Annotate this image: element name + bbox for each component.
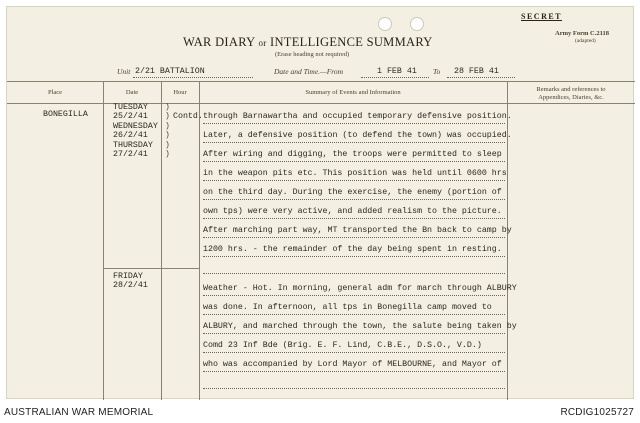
title-or: or [258, 38, 267, 48]
army-form-label: Army Form C.2118 [555, 30, 609, 37]
date-to-label: To [433, 67, 441, 76]
summary-line: through Barnawartha and occupied temporary defensive position. [203, 112, 512, 121]
date-time-label: Date and Time.—From [274, 67, 344, 76]
column-header-remarks: Remarks and references to [536, 86, 606, 93]
date-entry-date: 28/2/41 [113, 281, 148, 290]
date-entry-day: THURSDAY [113, 141, 153, 150]
column-header-hour: Hour [173, 89, 187, 96]
place-entry: BONEGILLA [43, 110, 88, 119]
title-intelligence-summary: INTELLIGENCE SUMMARY [270, 35, 433, 49]
secret-label: SECRET [521, 12, 563, 21]
title-war-diary: WAR DIARY [183, 35, 256, 49]
summary-line: ALBURY, and marched through the town, the salute being taken by [203, 322, 517, 331]
column-header-summary: Summary of Events and Information [305, 89, 401, 96]
summary-line: After marching part way, MT transported the Bn back to camp by [203, 226, 512, 235]
erase-heading-note: (Erase heading not required) [275, 51, 350, 58]
archive-credit: AUSTRALIAN WAR MEMORIAL [4, 407, 154, 418]
date-entry-date: 26/2/41 [113, 131, 148, 140]
punch-hole-right [410, 17, 424, 31]
summary-line: was done. In afternoon, all tps in Bonegilla camp moved to [203, 303, 492, 312]
summary-line: Comd 23 Inf Bde (Brig. E. F. Lind, C.B.E., D.S.O., V.D.) [203, 341, 482, 350]
date-from-value: 1 FEB 41 [377, 67, 417, 76]
summary-line: in the weapon pits etc. This position was held until 0600 hrs [203, 169, 507, 178]
unit-value: 2/21 BATTALION [135, 67, 205, 76]
column-header-date: Date [125, 89, 139, 96]
date-to-value: 28 FEB 41 [454, 67, 499, 76]
hour-entry: Contd. [173, 112, 203, 121]
form-title [183, 35, 433, 50]
column-header-remarks-2: Appendices, Diaries, &c. [538, 94, 604, 101]
summary-line: Later, a defensive position (to defend the town) was occupied. [203, 131, 512, 140]
record-id: RCDIG1025727 [560, 407, 634, 418]
date-entry-date: 27/2/41 [113, 150, 148, 159]
date-entry-date: 25/2/41 [113, 112, 148, 121]
summary-line: After wiring and digging, the troops were permitted to sleep [203, 150, 502, 159]
punch-hole-left [378, 17, 392, 31]
diary-sheet: SECRET Army Form C.2118 (adapted) WAR DIARY or INTELLIGENCE SUMMARY (Erase heading not required) Unit 2/21 BATTALION Date and Time.—From 1 FEB 41 To 28 FEB 41 Place Date Hour Summary of Events and Information Remarks and references to Appendices, Diaries, &c. BONEGILLA TUESDAY 25/2/41 WEDNESDAY 26/2/41 THURSDAY 27/2/41 FRIDAY 28/2/41 ) ) ) ) ) ) Contd. through Barnawartha and occupied temporary defensive position. Later, a defensive position (to defend the town) was occupied. After wiring and digging, the troops were permitted to sleep in the weapon pits etc. This position was held until 0600 hrs on the third day. During the exercise, the enemy (portion of own tps) were very active, and added realism to the picture. After marching part way, MT transported the Bn back to camp by 1200 hrs. - the remainder of the day being spent in resting. Weather - Hot. In morning, general adm for march through ALBURY was done. In afternoon, all tps in Bonegilla camp moved to ALBURY, and marched through the town, the salute being taken by Comd 23 Inf Bde (Brig. E. F. Lind, C.B.E., D.S.O., V.D.) who was accompanied by Lord Mayor of MELBOURNE, and Mayor of [6, 6, 634, 399]
adapted-label: (adapted) [575, 38, 596, 44]
summary-line: who was accompanied by Lord Mayor of MELBOURNE, and Mayor of [203, 360, 502, 369]
summary-line: own tps) were very active, and added realism to the picture. [203, 207, 502, 216]
date-entry-day: FRIDAY [113, 272, 143, 281]
date-entry-day: TUESDAY [113, 103, 148, 112]
unit-label: Unit [117, 67, 131, 76]
column-header-place: Place [47, 89, 63, 96]
summary-line: Weather - Hot. In morning, general adm for march through ALBURY [203, 284, 517, 293]
summary-line: 1200 hrs. - the remainder of the day being spent in resting. [203, 245, 502, 254]
summary-line: on the third day. During the exercise, the enemy (portion of [203, 188, 502, 197]
date-entry-day: WEDNESDAY [113, 122, 158, 131]
